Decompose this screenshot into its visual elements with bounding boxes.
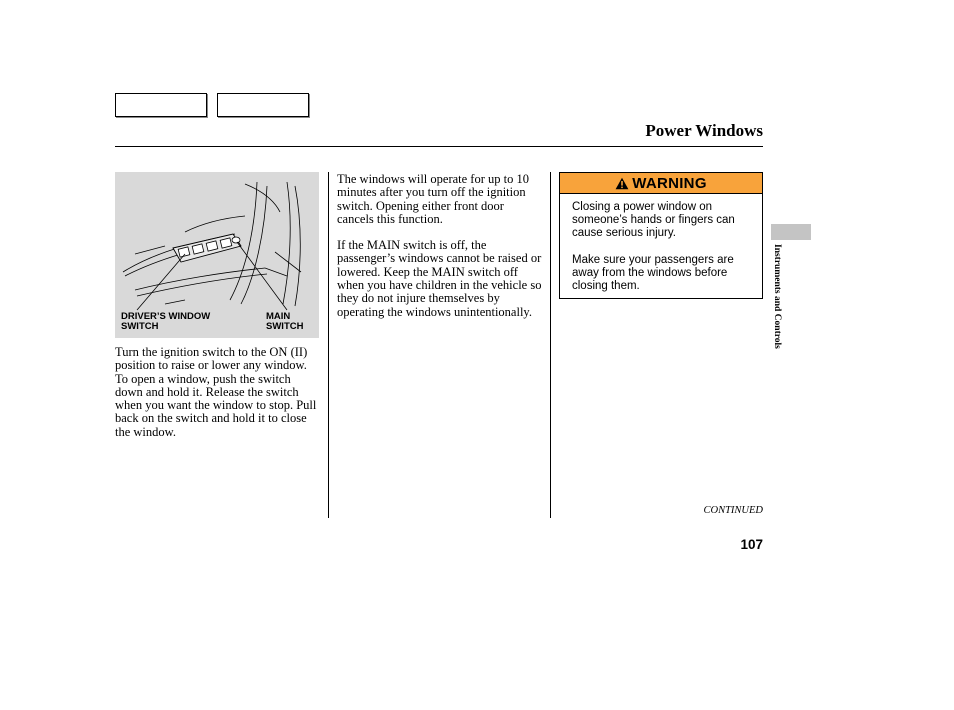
paragraph: Turn the ignition switch to the ON (II) position to raise or lower any window. To open a window, push the switch down and hold it. Release the switch when you want the window to stop. Pull back on the switch and hold it to close the window. bbox=[115, 345, 317, 439]
title-divider bbox=[115, 146, 763, 147]
paragraph: If the MAIN switch is off, the passenger’s windows cannot be raised or lowered. Keep the MAIN switch off when you have children in the vehicle so they do not injure themselves by operating the windows unintentionally. bbox=[337, 238, 542, 319]
column-divider bbox=[550, 172, 551, 518]
column-2-text bbox=[337, 173, 543, 332]
warning-header-text: WARNING bbox=[632, 174, 707, 192]
page-number: 107 bbox=[740, 537, 763, 552]
column-divider bbox=[328, 172, 329, 518]
warning-triangle-icon bbox=[615, 177, 629, 190]
warning-box bbox=[559, 172, 763, 299]
main-switch-label: MAIN SWITCH bbox=[266, 311, 304, 332]
column-1-text bbox=[115, 346, 321, 452]
section-tab-marker bbox=[771, 224, 811, 240]
power-window-switch-illustration bbox=[115, 172, 319, 338]
nav-button-2[interactable] bbox=[217, 93, 309, 117]
page-title: Power Windows bbox=[645, 121, 763, 140]
warning-paragraph: Closing a power window on someone’s hands or fingers can cause serious injury. bbox=[572, 201, 735, 240]
warning-header bbox=[560, 173, 762, 194]
nav-button-1[interactable] bbox=[115, 93, 207, 117]
drivers-window-switch-label: DRIVER’S WINDOW SWITCH bbox=[121, 311, 211, 332]
paragraph: The windows will operate for up to 10 minutes after you turn off the ignition switch. Opening either front door cancels this function. bbox=[337, 172, 529, 226]
continued-label: CONTINUED bbox=[703, 505, 763, 516]
warning-paragraph: Make sure your passengers are away from the windows before closing them. bbox=[572, 253, 734, 293]
section-side-label: Instruments and Controls bbox=[772, 244, 782, 349]
warning-body bbox=[560, 194, 762, 293]
